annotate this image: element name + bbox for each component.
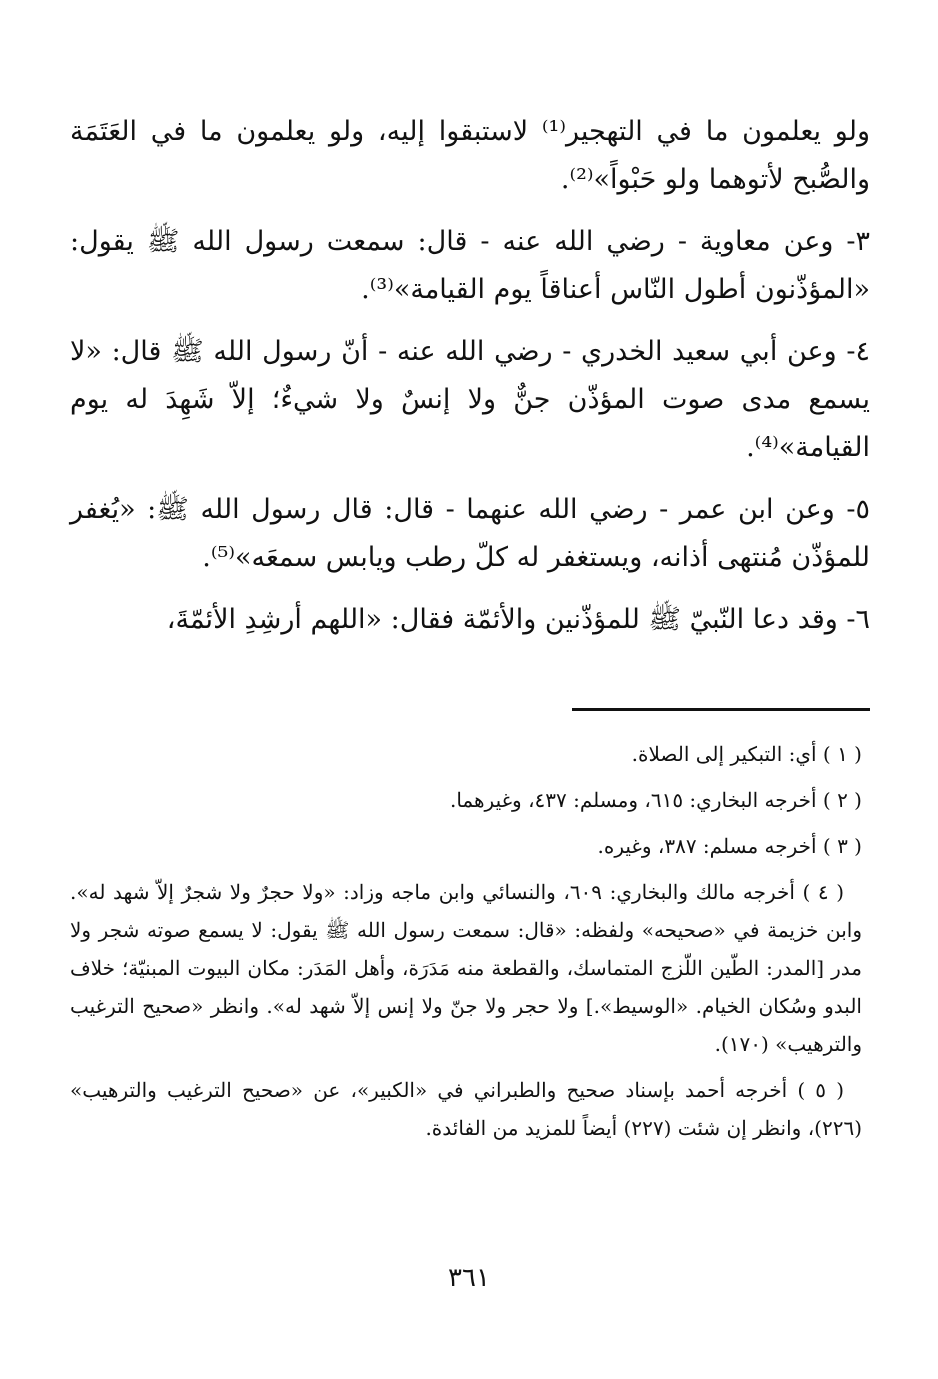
page-number: ٣٦١ [448, 1263, 490, 1293]
footnote-2: ( ٢ ) أخرجه البخاري: ٦١٥، ومسلم: ٤٣٧، وغيرهما. [449, 788, 862, 812]
paragraph-continuation: ولو يعلمون ما في التهجير⁽¹⁾ لاستبقوا إليه، ولو يعلمون ما في العَتَمَة والصُّبح لأتوهما ولو حَبْواً»⁽²⁾. [70, 116, 870, 195]
footnote-divider [572, 708, 870, 711]
footnotes-section [70, 735, 862, 1155]
footnote-3: ( ٣ ) أخرجه مسلم: ٣٨٧، وغيره. [597, 834, 862, 858]
paragraph-hadith-4: ٤- وعن أبي سعيد الخدري - رضي الله عنه - أنّ رسول الله ﷺ قال: «لا يسمع مدى صوت المؤذّن جنٌّ ولا إنسٌ ولا شيءٌ؛ إلاّ شَهِدَ له يوم القيامة»⁽⁴⁾. [70, 336, 870, 463]
paragraph-hadith-6: ٦- وقد دعا النّبيّ ﷺ للمؤذّنين والأئمّة فقال: «اللهم أرشِدِ الأئمّةَ، [166, 604, 870, 635]
paragraph-hadith-5: ٥- وعن ابن عمر - رضي الله عنهما - قال: قال رسول الله ﷺ: «يُغفر للمؤذّن مُنتهى أذانه، ويستغفر له كلّ رطب ويابس سمعَه»⁽⁵⁾. [70, 494, 870, 573]
footnote-4: ( ٤ ) أخرجه مالك والبخاري: ٦٠٩، والنسائي وابن ماجه وزاد: «ولا حجرٌ ولا شجرٌ إلاّ شهد له». وابن خزيمة في «صحيحه» ولفظه: «قال: سمعت رسول الله ﷺ يقول: لا يسمع صوته شجر ولا مدر [المدر: الطّين اللّزج المتماسك، والقطعة منه مَدَرَة، وأهل المَدَر: مكان البيوت المبنيّة؛ خلاف البدو وسُكان الخيام. «الوسيط».] ولا حجر ولا جنّ ولا إنس إلاّ شهد له». وانظر «صحيح الترغيب والترهيب» (١٧٠). [70, 880, 862, 1056]
main-text-body [70, 108, 870, 658]
footnote-5: ( ٥ ) أخرجه أحمد بإسناد صحيح والطبراني في «الكبير»، عن «صحيح الترغيب والترهيب» (٢٢٦)، وانظر إن شئت (٢٢٧) أيضاً للمزيد من الفائدة. [70, 1078, 862, 1140]
paragraph-hadith-3: ٣- وعن معاوية - رضي الله عنه - قال: سمعت رسول الله ﷺ يقول: «المؤذّنون أطول النّاس أعناقاً يوم القيامة»⁽³⁾. [70, 226, 870, 305]
footnote-1: ( ١ ) أي: التبكير إلى الصلاة. [631, 742, 862, 766]
